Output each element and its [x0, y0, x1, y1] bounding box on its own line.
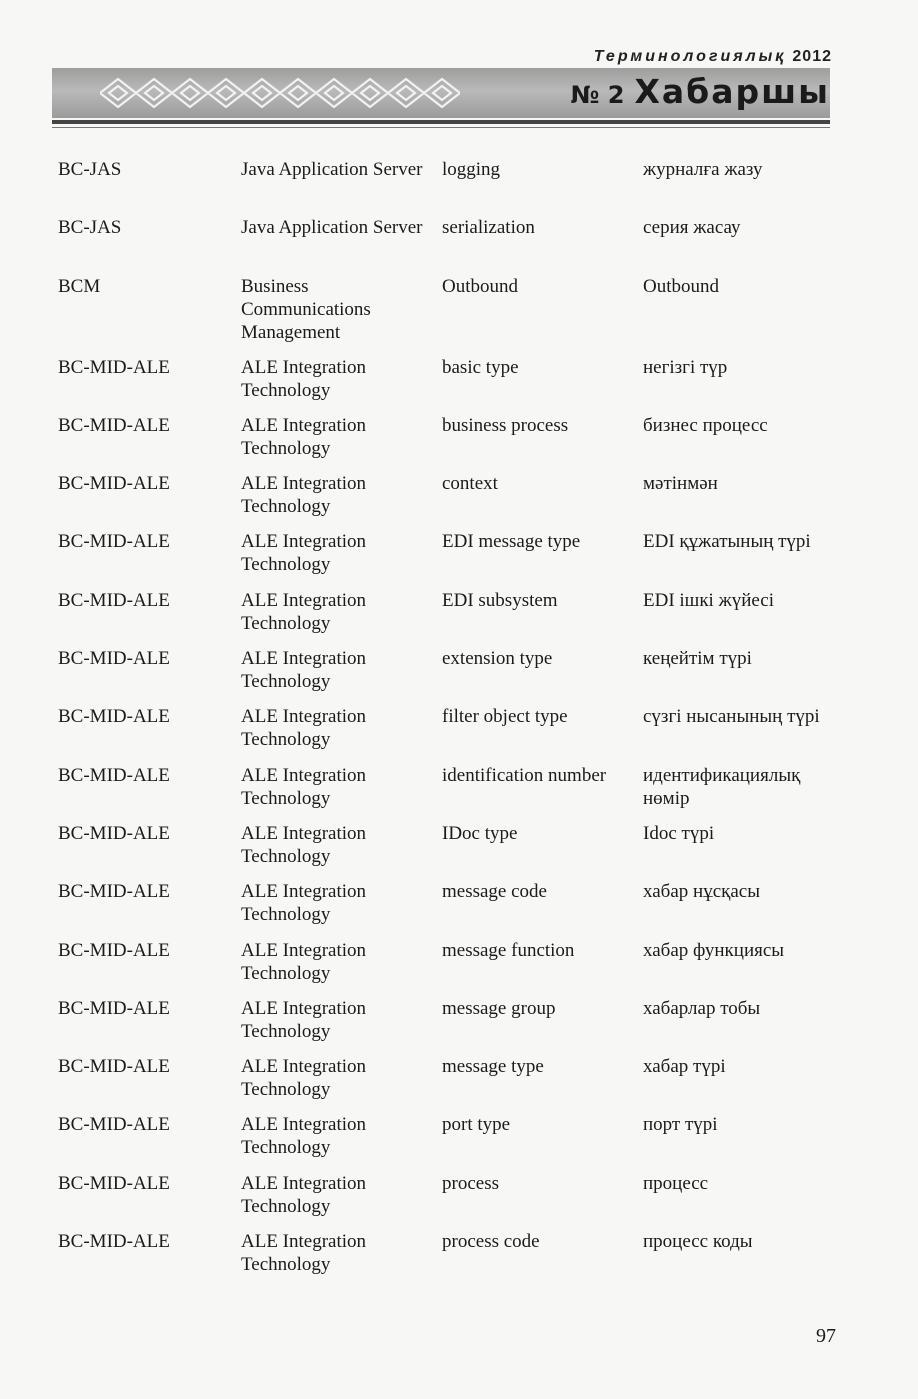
translation-cell: идентификациялық нөмір [643, 764, 801, 809]
translation-cell: журналға жазу [643, 159, 763, 180]
table-row [58, 1230, 830, 1288]
code-cell: BC-MID-ALE [58, 531, 170, 553]
translation-cell: серия жасау [643, 217, 741, 239]
table-row [58, 1172, 830, 1230]
component-cell: Java Application Server [241, 217, 423, 239]
glossary-table [58, 158, 830, 1288]
term-cell: context [442, 473, 498, 495]
component-cell: ALE Integration Technology [241, 1231, 367, 1276]
code-cell: BC-JAS [58, 159, 122, 180]
table-row [58, 589, 830, 647]
table-row [58, 939, 830, 997]
code-cell: BC-MID-ALE [58, 939, 170, 961]
code-cell: BC-MID-ALE [58, 589, 170, 611]
term-cell: filter object type [442, 706, 568, 728]
translation-cell: кеңейтім түрі [643, 648, 752, 670]
component-cell: ALE Integration Technology [241, 1056, 367, 1101]
component-cell: ALE Integration Technology [241, 822, 367, 867]
term-cell: extension type [442, 648, 553, 670]
ornament-pattern-icon [100, 74, 460, 112]
term-cell: message group [442, 997, 556, 1019]
component-cell: ALE Integration Technology [241, 706, 367, 751]
translation-cell: хабар нұсқасы [643, 881, 760, 903]
code-cell: BC-MID-ALE [58, 414, 170, 436]
code-cell: BC-MID-ALE [58, 1172, 170, 1194]
code-cell: BC-MID-ALE [58, 822, 170, 844]
header-rule [52, 120, 830, 124]
term-cell: IDoc type [442, 822, 518, 844]
translation-cell: сүзгі нысанының түрі [643, 706, 820, 728]
component-cell: ALE Integration Technology [241, 939, 367, 984]
component-cell: ALE Integration Technology [241, 881, 367, 926]
translation-cell: Outbound [643, 275, 719, 297]
table-row [58, 530, 830, 588]
translation-cell: Idoc түрі [643, 822, 715, 844]
table-row [58, 705, 830, 763]
component-cell: ALE Integration Technology [241, 997, 367, 1042]
table-row [58, 1055, 830, 1113]
table-row [58, 158, 830, 216]
issue-label [571, 72, 830, 111]
component-cell: ALE Integration Technology [241, 589, 367, 634]
table-row [58, 880, 830, 938]
code-cell: BC-MID-ALE [58, 473, 170, 495]
translation-cell: хабар функциясы [643, 939, 785, 961]
translation-cell: негізгі түр [643, 356, 728, 378]
component-cell: ALE Integration Technology [241, 764, 367, 809]
header-rule-thin [52, 127, 830, 128]
code-cell: BC-MID-ALE [58, 1056, 170, 1078]
table-row [58, 647, 830, 705]
term-cell: message code [442, 881, 547, 903]
component-cell: Business Communications Management [241, 275, 371, 343]
translation-cell: процесс коды [643, 1231, 753, 1253]
code-cell: BC-MID-ALE [58, 356, 170, 378]
translation-cell: мәтінмән [643, 473, 718, 495]
code-cell: BC-MID-ALE [58, 997, 170, 1019]
journal-year: 2012 [792, 48, 832, 65]
code-cell: BC-MID-ALE [58, 648, 170, 670]
component-cell: ALE Integration Technology [241, 531, 367, 576]
translation-cell: бизнес процесс [643, 414, 768, 436]
journal-name: Терминологиялық [593, 48, 787, 65]
header-banner [52, 68, 830, 118]
translation-cell: хабар түрі [643, 1056, 726, 1078]
table-row [58, 414, 830, 472]
component-cell: ALE Integration Technology [241, 1114, 367, 1159]
term-cell: process [442, 1172, 499, 1194]
term-cell: message function [442, 939, 575, 961]
table-row [58, 764, 830, 822]
term-cell: message type [442, 1056, 544, 1078]
term-cell: EDI message type [442, 531, 581, 553]
code-cell: BCM [58, 275, 101, 297]
table-row [58, 216, 830, 274]
table-row [58, 997, 830, 1055]
code-cell: BC-MID-ALE [58, 881, 170, 903]
bulletin-name: Хабаршы [634, 72, 830, 111]
code-cell: BC-MID-ALE [58, 1231, 170, 1253]
page-number: 97 [816, 1325, 836, 1347]
translation-cell: хабарлар тобы [643, 997, 761, 1019]
term-cell: business process [442, 414, 569, 436]
term-cell: EDI subsystem [442, 589, 558, 611]
component-cell: ALE Integration Technology [241, 473, 367, 518]
term-cell: logging [442, 159, 501, 180]
component-cell: ALE Integration Technology [241, 356, 367, 401]
translation-cell: EDI құжатының түрі [643, 531, 811, 553]
translation-cell: процесс [643, 1172, 709, 1194]
code-cell: BC-MID-ALE [58, 1114, 170, 1136]
code-cell: BC-JAS [58, 217, 122, 239]
translation-cell: порт түрі [643, 1114, 718, 1136]
translation-cell: EDI ішкі жүйесі [643, 589, 774, 611]
table-row [58, 356, 830, 414]
code-cell: BC-MID-ALE [58, 706, 170, 728]
code-cell: BC-MID-ALE [58, 764, 170, 786]
issue-number: № 2 [570, 81, 625, 109]
term-cell: identification number [442, 764, 607, 786]
term-cell: Outbound [442, 275, 518, 297]
journal-title [594, 48, 832, 66]
table-row [58, 275, 830, 356]
table-row [58, 822, 830, 880]
table-row [58, 1113, 830, 1171]
component-cell: Java Application Server [241, 159, 423, 180]
component-cell: ALE Integration Technology [241, 1172, 367, 1217]
component-cell: ALE Integration Technology [241, 414, 367, 459]
term-cell: basic type [442, 356, 519, 378]
component-cell: ALE Integration Technology [241, 648, 367, 693]
term-cell: port type [442, 1114, 511, 1136]
table-row [58, 472, 830, 530]
term-cell: serialization [442, 217, 535, 239]
term-cell: process code [442, 1231, 540, 1253]
